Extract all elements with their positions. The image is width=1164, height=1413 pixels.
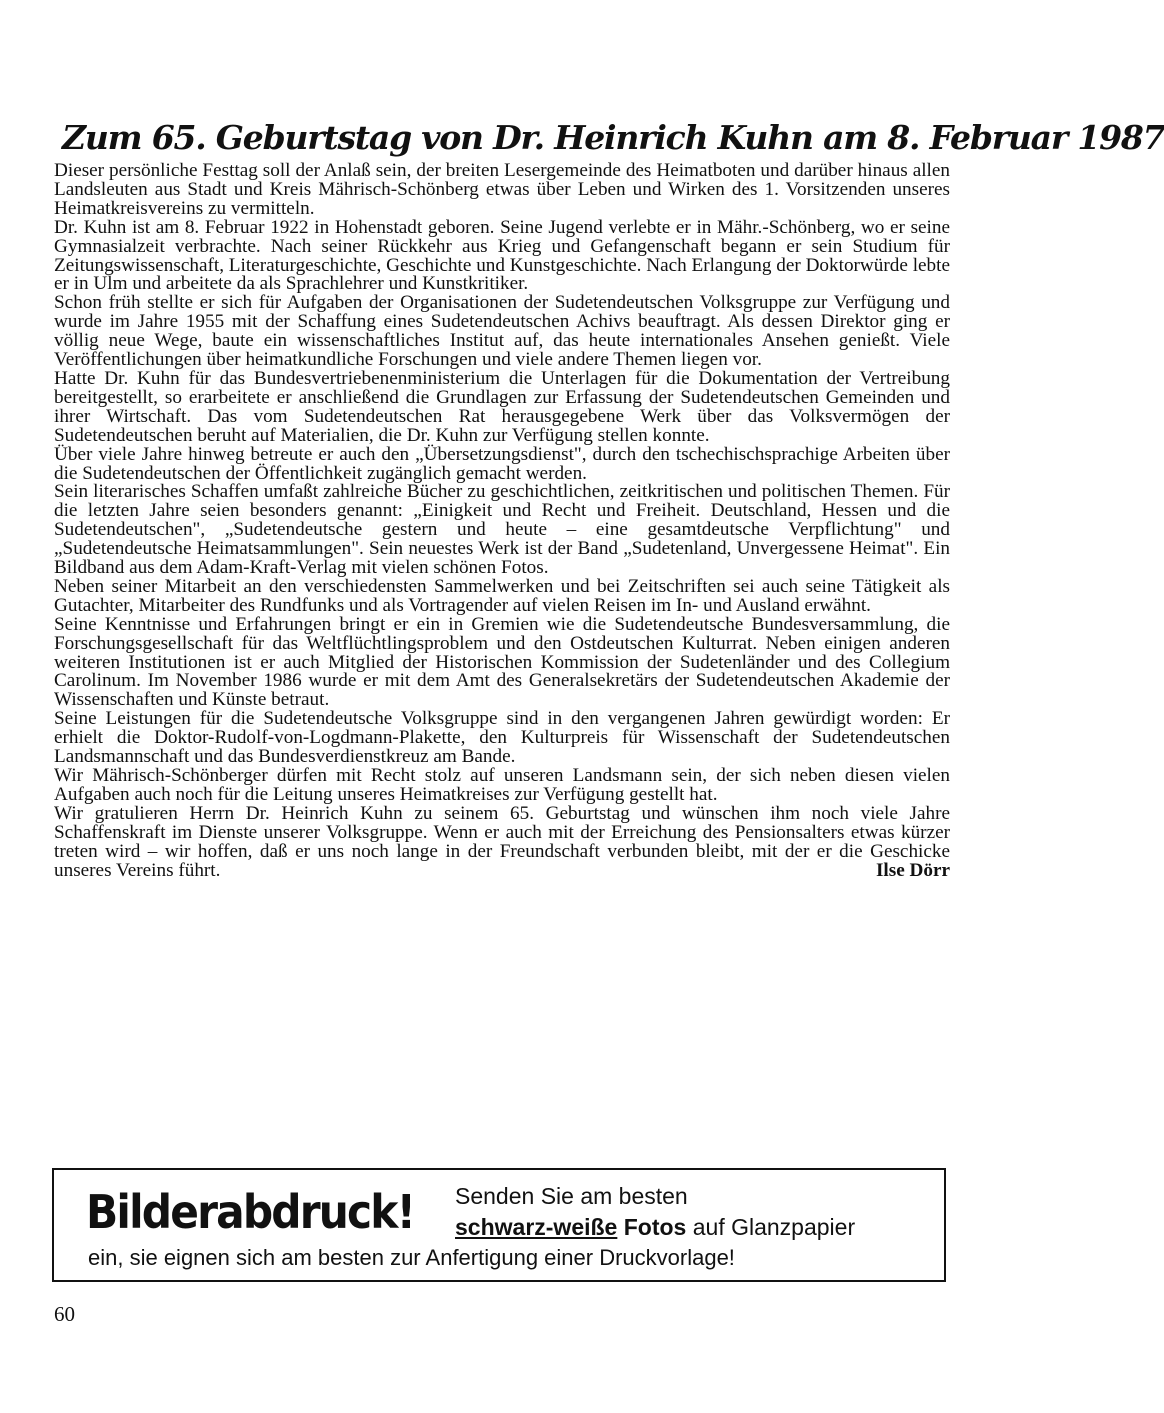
paragraph: Hatte Dr. Kuhn für das Bundesvertriebenenministerium die Unterlagen für die Dokumentation der Vertreibung bereitgestellt, so erarbeitete er anschließend die Grundlagen zur Erfassung der Sudetendeutschen Gemeinden und ihrer Wirtschaft. Das vom Sudetendeutschen Rat herausgegebene Werk über das Volksvermögen der Sudetendeutschen beruht auf Materialien, die Dr. Kuhn zur Verfügung stellen konnte. bbox=[54, 367, 950, 446]
article-body bbox=[54, 162, 950, 880]
paragraph: Dieser persönliche Festtag soll der Anlaß sein, der breiten Lesergemeinde des Heimatboten und darüber hinaus allen Landsleuten aus Stadt und Kreis Mährisch-Schönberg etwas über Leben und Wirken des 1. Vorsitzenden unseres Heimatkreisvereins zu vermitteln. bbox=[54, 160, 950, 219]
notice-line-2-rest: auf Glanzpapier bbox=[692, 1214, 856, 1240]
notice-line-2 bbox=[455, 1213, 855, 1241]
article-title: Zum 65. Geburtstag von Dr. Heinrich Kuhn am 8. Februar 1987 bbox=[62, 118, 1164, 157]
photo-notice-box bbox=[52, 1168, 946, 1282]
paragraph: Wir Mährisch-Schönberger dürfen mit Recht stolz auf unseren Landsmann sein, der sich neben diesen vielen Aufgaben auch noch für die Leitung unseres Heimatkreises zur Verfügung gestellt hat. bbox=[54, 765, 950, 805]
author-signature: Ilse Dörr bbox=[875, 859, 950, 881]
notice-heading: Bilderabdruck! bbox=[86, 1185, 415, 1239]
paragraph: Über viele Jahre hinweg betreute er auch den „Übersetzungsdienst", durch den tschechischsprachige Arbeiten über die Sudetendeutschen der Öffentlichkeit zugänglich gemacht werden. bbox=[54, 443, 950, 484]
paragraph: Dr. Kuhn ist am 8. Februar 1922 in Hohenstadt geboren. Seine Jugend verlebte er in Mähr.-Schönberg, wo er seine Gymnasialzeit verbrachte. Nach seiner Rückkehr aus Krieg und Gefangenschaft begann er sein Studium für Zeitungswissenschaft, Literaturgeschichte, Geschichte und Kunstgeschichte. Nach Erlangung der Doktorwürde lebte er in Ulm und arbeitete da als Sprachlehrer und Kunstkritiker. bbox=[54, 216, 950, 295]
paragraph-last bbox=[54, 802, 950, 881]
page-number: 60 bbox=[54, 1302, 75, 1326]
notice-line-3: ein, sie eignen sich am besten zur Anfertigung einer Druckvorlage! bbox=[88, 1245, 735, 1270]
notice-fotos-emphasis: Fotos bbox=[623, 1214, 687, 1240]
paragraph: Seine Leistungen für die Sudetendeutsche Volksgruppe sind in den vergangenen Jahren gewürdigt worden: Er erhielt die Doktor-Rudolf-von-Logdmann-Plakette, den Kulturpreis für Wissenschaft der Sudetendeutschen Landsmannschaft und das Bundesverdienstkreuz am Bande. bbox=[54, 708, 950, 768]
notice-line-1: Senden Sie am besten bbox=[455, 1183, 688, 1209]
paragraph: Seine Kenntnisse und Erfahrungen bringt er ein in Gremien wie die Sudetendeutsche Bundesversammlung, die Forschungsgesellschaft für das Weltflüchtlingsproblem und den Ostdeutschen Kulturrat. Neben einigen anderen weiteren Institutionen ist er auch Mitglied der Historischen Kommission der Sudetenländer und des Collegium Carolinum. Im November 1986 wurde er mit dem Amt des Generalsekretärs der Sudetendeutschen Akademie der Wissenschaften und Künste betraut. bbox=[54, 613, 950, 711]
paragraph-last-text: Wir gratulieren Herrn Dr. Heinrich Kuhn zu seinem 65. Geburtstag und wünschen ihm noch viele Jahre Schaffenskraft im Dienste unserer Volksgruppe. Wenn er auch mit der Erreichung des Pensionsalters etwas kürzer treten wird – wir hoffen, daß er uns noch lange in der Freundschaft verbunden bleibt, mit der er die Geschicke unseres Vereins führt. bbox=[54, 802, 950, 881]
paragraph: Neben seiner Mitarbeit an den verschiedensten Sammelwerken und bei Zeitschriften sei auch seine Tätigkeit als Gutachter, Mitarbeiter des Rundfunks und als Vortragender auf vielen Reisen im In- und Ausland erwähnt. bbox=[54, 575, 950, 616]
notice-bw-emphasis: schwarz-weiße bbox=[455, 1214, 618, 1240]
paragraph: Sein literarisches Schaffen umfaßt zahlreiche Bücher zu geschichtlichen, zeitkritischen und politischen Themen. Für die letzten Jahre seien besonders genannt: „Einigkeit und Recht und Freiheit. Deutschland, Hessen und die Sudetendeutschen", „Sudetendeutsche gestern und heute – eine gesamtdeutsche Verpflichtung" und „Sudetendeutsche Heimatsammlungen". Sein neuestes Werk ist der Band „Sudetenland, Unvergessene Heimat". Ein Bildband aus dem Adam-Kraft-Verlag mit vielen schönen Fotos. bbox=[54, 481, 950, 579]
paragraph: Schon früh stellte er sich für Aufgaben der Organisationen der Sudetendeutschen Volksgruppe zur Verfügung und wurde im Jahre 1955 mit der Schaffung eines Sudetendeutschen Achivs beauftragt. Als dessen Direktor ging er völlig neue Wege, baute ein wissenschaftliches Institut auf, das heute internationales Ansehen genießt. Viele Veröffentlichungen über heimatkundliche Forschungen und viele andere Themen liegen vor. bbox=[54, 292, 950, 371]
